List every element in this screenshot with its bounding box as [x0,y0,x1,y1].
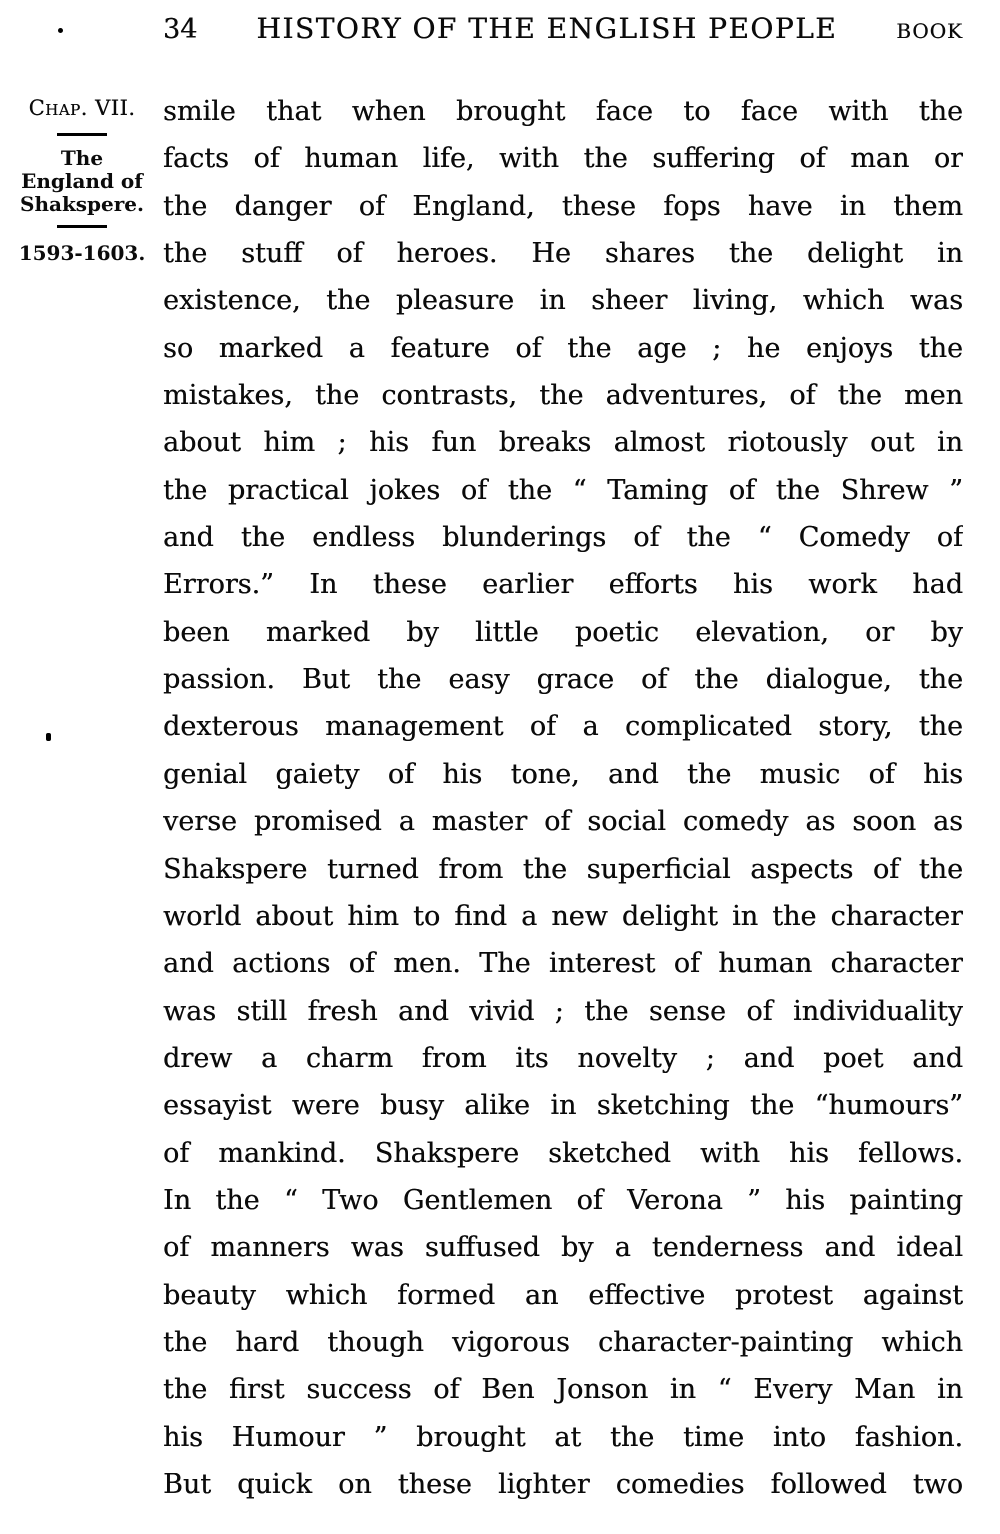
sidenote-rule [57,133,107,136]
running-header [163,12,963,45]
body-text-line: mistakes, the contrasts, the adventures, of the men [163,380,963,412]
body-text [163,88,963,1508]
sidenote-line: The [60,146,104,170]
body-text-line: the hard though vigorous character-painting which [163,1326,963,1358]
body-text-line: the danger of England, these fops have in them [163,190,963,222]
book-label: BOOK [896,19,963,43]
body-text-line: dexterous management of a complicated story, the [163,711,963,743]
page-title: HISTORY OF THE ENGLISH PEOPLE [256,12,838,45]
date-range-note: 1593-1603. [18,241,146,265]
body-text-line: so marked a feature of the age ; he enjoys the [163,332,963,364]
page-number: 34 [163,14,198,45]
body-text-line: of manners was suffused by a tenderness and ideal [163,1232,963,1264]
body-text-line: But quick on these lighter comedies followed two [163,1468,963,1500]
body-text-line: beauty which formed an effective protest against [163,1279,963,1311]
body-text-line: of mankind. Shakspere sketched with his fellows. [163,1137,963,1169]
body-text-line: In the “ Two Gentlemen of Verona ” his painting [163,1184,963,1216]
ink-speck [46,733,51,741]
body-text-line: about him ; his fun breaks almost riotously out in [163,427,963,459]
body-text-line: was still fresh and vivid ; the sense of individuality [163,995,963,1027]
sidenote-line: Shakspere. [20,192,144,216]
sidenote-title [12,147,152,216]
body-text-line: smile that when brought face to face with the [163,96,963,127]
body-text-line: genial gaiety of his tone, and the music of his [163,758,963,790]
body-text-line: drew a charm from its novelty ; and poet and [163,1042,963,1074]
body-text-line: verse promised a master of social comedy as soon as [163,806,963,838]
sidenote-line: England of [21,169,143,193]
body-text-line: Errors.” In these earlier efforts his work had [163,569,963,601]
body-text-line: the stuff of heroes. He shares the delight in [163,238,963,270]
body-text-line: and actions of men. The interest of human character [163,948,963,980]
body-text-line: passion. But the easy grace of the dialogue, the [163,664,963,696]
body-text-line: the practical jokes of the “ Taming of the Shrew ” [163,474,963,506]
body-text-line: the first success of Ben Jonson in “ Every Man in [163,1374,963,1406]
margin-notes [12,96,152,265]
chapter-note: Chap. VII. [28,96,136,120]
body-text-line: his Humour ” brought at the time into fashion. [163,1421,963,1453]
body-text-line: been marked by little poetic elevation, or by [163,616,963,648]
body-text-line: facts of human life, with the suffering of man or [163,143,963,175]
ink-speck [58,28,63,33]
sidenote-rule [57,225,107,228]
body-text-line: essayist were busy alike in sketching the “humours” [163,1090,963,1122]
body-text-line: world about him to find a new delight in the character [163,900,963,932]
body-text-line: and the endless blunderings of the “ Comedy of [163,522,963,554]
body-text-line: existence, the pleasure in sheer living, which was [163,285,963,317]
body-text-line: Shakspere turned from the superficial aspects of the [163,853,963,885]
